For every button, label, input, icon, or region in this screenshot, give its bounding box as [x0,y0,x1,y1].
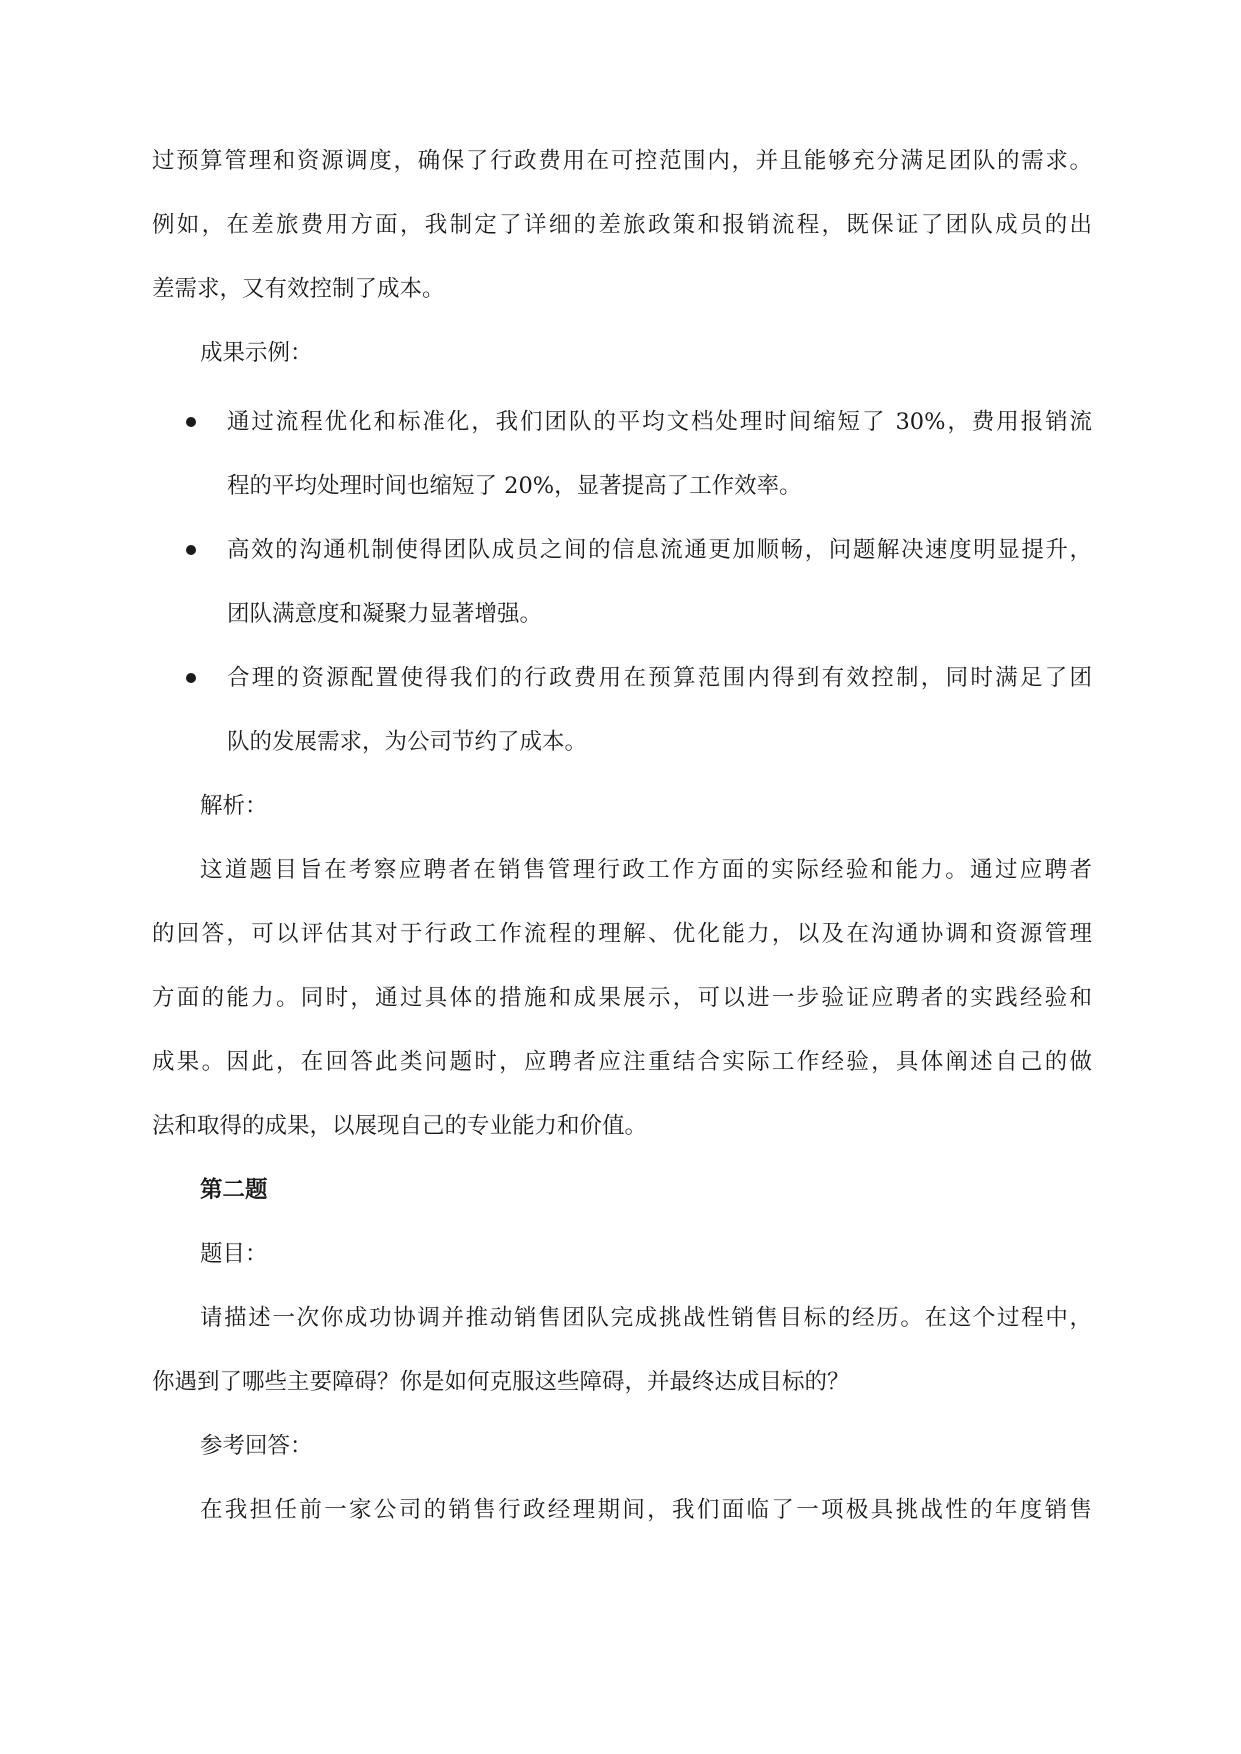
results-heading: 成果示例： [200,340,313,366]
intro-line-2: 例如，在差旅费用方面，我制定了详细的差旅政策和报销流程，既保证了团队成员的出 [152,212,1092,238]
analysis-line-1: 这道题目旨在考察应聘者在销售管理行政工作方面的实际经验和能力。通过应聘者 [200,857,1092,883]
question-line-2: 你遇到了哪些主要障碍？你是如何克服这些障碍，并最终达成目标的？ [152,1369,850,1395]
result-2-line-1: 高效的沟通机制使得团队成员之间的信息流通更加顺畅，问题解决速度明显提升， [227,537,1092,563]
intro-line-1: 过预算管理和资源调度，确保了行政费用在可控范围内，并且能够充分满足团队的需求。 [152,148,1092,174]
result-1-line-1: 通过流程优化和标准化，我们团队的平均文档处理时间缩短了 30%，费用报销流 [227,409,1092,435]
question-line-1: 请描述一次你成功协调并推动销售团队完成挑战性销售目标的经历。在这个过程中， [200,1305,1092,1331]
answer-heading: 参考回答： [200,1433,313,1459]
question-heading: 题目： [200,1241,268,1267]
result-2-line-2: 团队满意度和凝聚力显著增强。 [227,601,543,627]
bullet-icon [186,545,196,555]
section-title: 第二题 [200,1177,268,1203]
answer-line-1: 在我担任前一家公司的销售行政经理期间，我们面临了一项极具挑战性的年度销售 [200,1497,1092,1523]
bullet-icon [186,673,196,683]
bullet-icon [186,417,196,427]
result-3-line-2: 队的发展需求，为公司节约了成本。 [227,729,588,755]
analysis-line-4: 成果。因此，在回答此类问题时，应聘者应注重结合实际工作经验，具体阐述自己的做 [152,1049,1092,1075]
analysis-heading: 解析： [200,793,268,819]
intro-line-3: 差需求，又有效控制了成本。 [152,276,445,302]
analysis-line-3: 方面的能力。同时，通过具体的措施和成果展示，可以进一步验证应聘者的实践经验和 [152,985,1092,1011]
analysis-line-2: 的回答，可以评估其对于行政工作流程的理解、优化能力，以及在沟通协调和资源管理 [152,921,1092,947]
analysis-line-5: 法和取得的成果，以展现自己的专业能力和价值。 [152,1113,648,1139]
result-1-line-2: 程的平均处理时间也缩短了 20%，显著提高了工作效率。 [227,473,802,499]
result-3-line-1: 合理的资源配置使得我们的行政费用在预算范围内得到有效控制，同时满足了团 [227,665,1092,691]
